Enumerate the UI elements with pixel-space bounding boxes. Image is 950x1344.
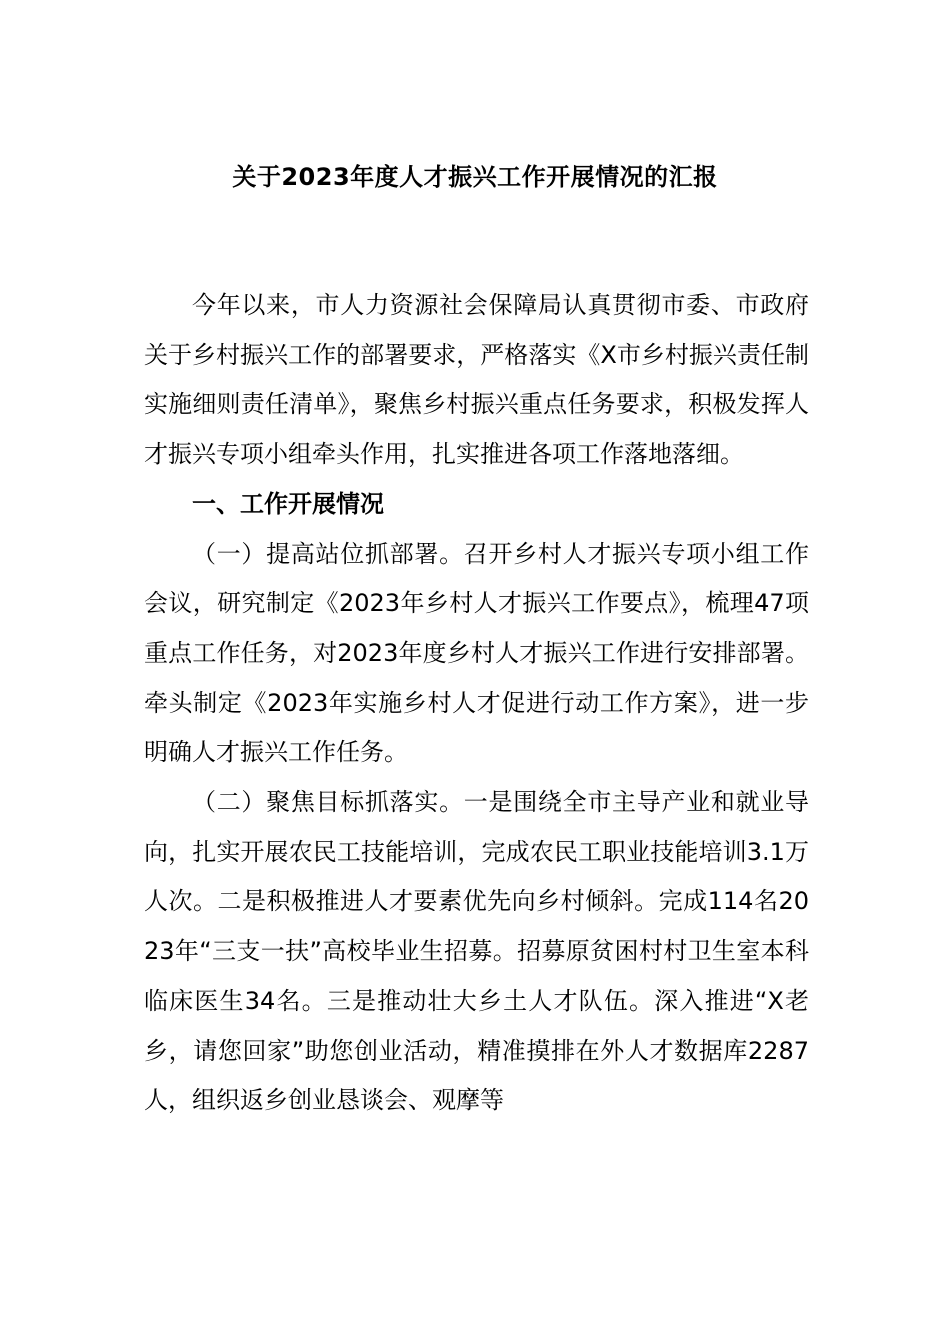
document-body <box>144 281 809 1126</box>
section-1-item-1: （一）提高站位抓部署。召开乡村人才振兴专项小组工作会议，研究制定《2023年乡村人才振兴工作要点》，梳理47项重点工作任务，对2023年度乡村人才振兴工作进行安排部署。牵头制定《2023年实施乡村人才促进行动工作方案》，进一步明确人才振兴工作任务。 <box>144 539 809 767</box>
document-title: 关于2023年度人才振兴工作开展情况的汇报 <box>232 163 718 191</box>
intro-paragraph: 今年以来，市人力资源社会保障局认真贯彻市委、市政府关于乡村振兴工作的部署要求，严格落实《X市乡村振兴责任制实施细则责任清单》，聚焦乡村振兴重点任务要求，积极发挥人才振兴专项小组牵头作用，扎实推进各项工作落地落细。 <box>144 291 809 469</box>
section-heading-1: 一、工作开展情况 <box>192 489 384 518</box>
section-1-item-2: （二）聚焦目标抓落实。一是围绕全市主导产业和就业导向，扎实开展农民工技能培训，完成农民工职业技能培训3.1万人次。二是积极推进人才要素优先向乡村倾斜。完成114名2023年“三支一扶”高校毕业生招募。招募原贫困村村卫生室本科临床医生34名。三是推动壮大乡土人才队伍。深入推进“X老乡，请您回家”助您创业活动，精准摸排在外人才数据库2287人，组织返乡创业恳谈会、观摩等 <box>144 788 809 1115</box>
